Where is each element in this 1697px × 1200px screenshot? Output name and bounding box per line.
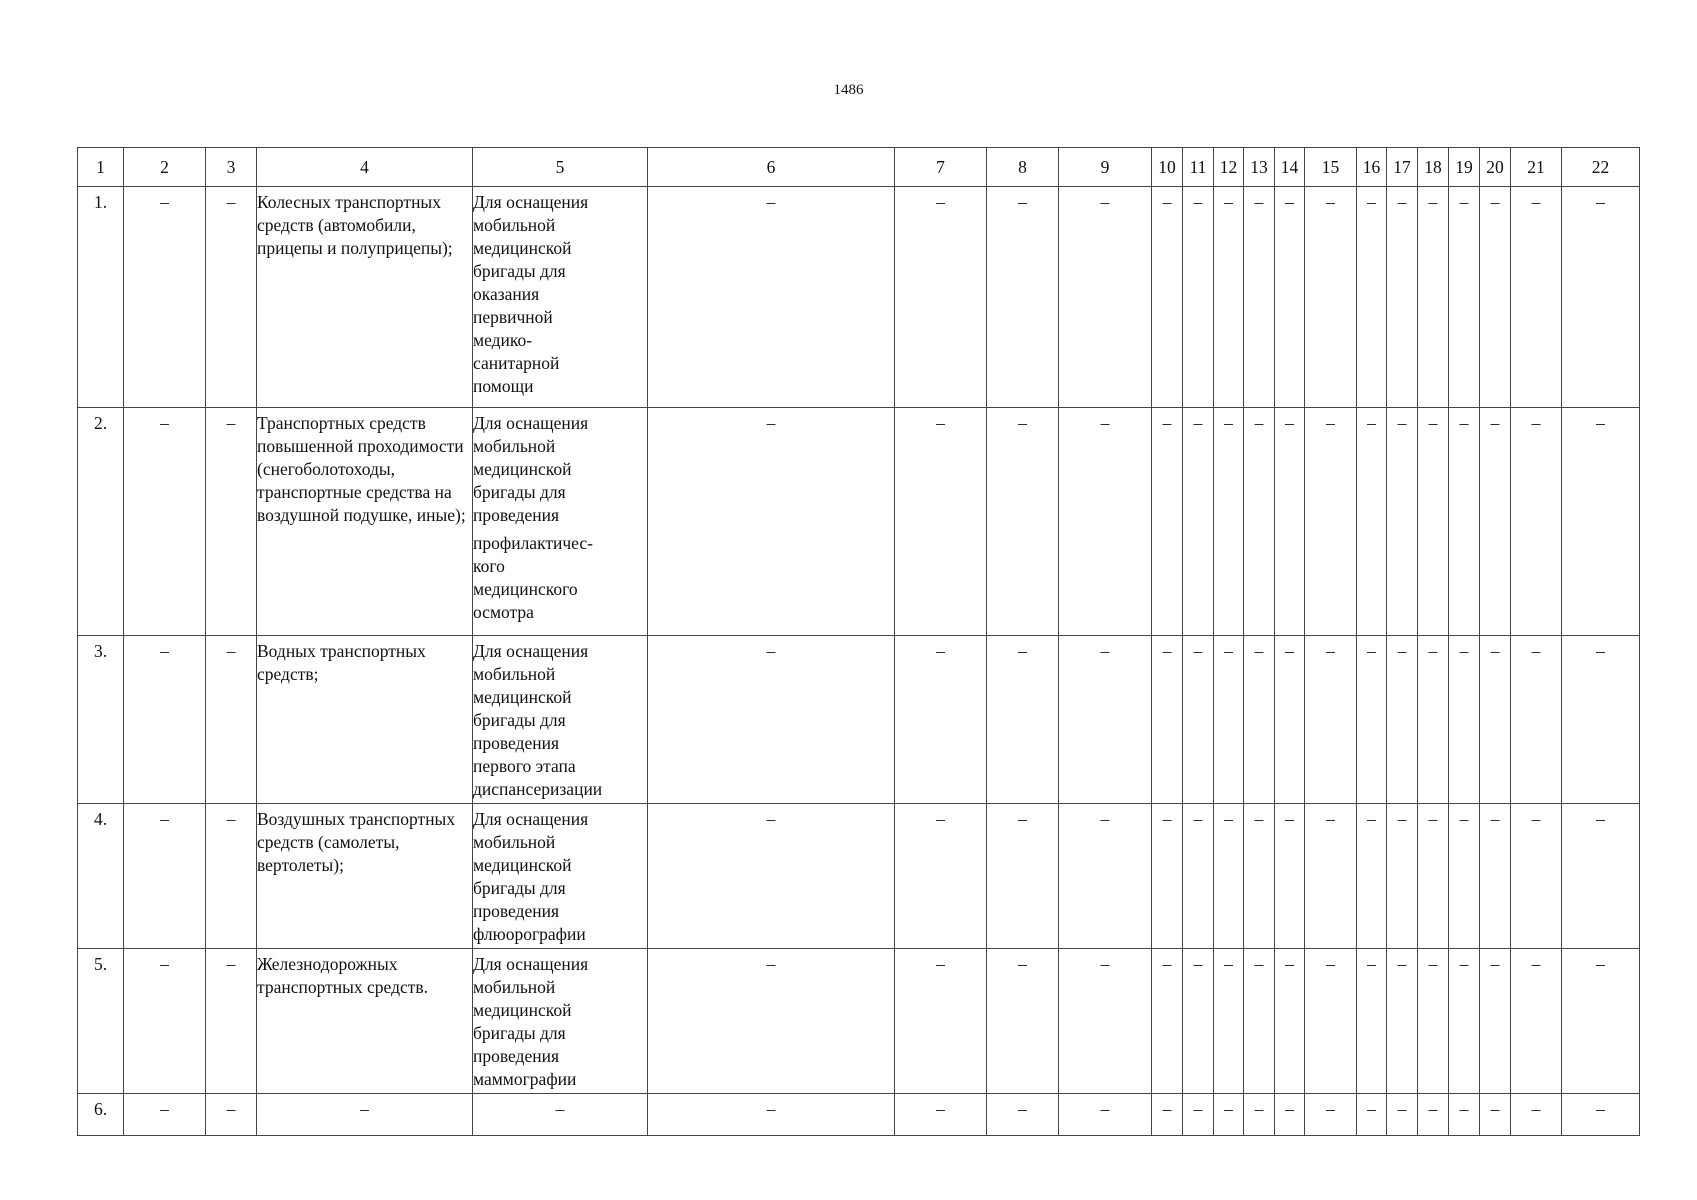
column-header: 5 [473, 148, 648, 187]
purpose-line: профилактичес- [473, 533, 593, 553]
transport-type-cell: Воздушных транспортных средств (самолеты, вертолеты); [257, 804, 473, 949]
purpose-line: Для оснащения [473, 192, 589, 212]
dash-cell: – [648, 408, 895, 636]
dash-cell: – [1305, 949, 1357, 1094]
dash-cell: – [1387, 408, 1418, 636]
dash-cell: – [1152, 187, 1183, 408]
dash-cell: – [1244, 949, 1275, 1094]
purpose-line: медицинской [473, 855, 572, 875]
dash-cell: – [1357, 949, 1387, 1094]
dash-cell: – [1562, 949, 1640, 1094]
purpose-line: мобильной [473, 215, 556, 235]
dash-cell: – [1183, 804, 1214, 949]
column-header: 14 [1275, 148, 1305, 187]
column-header: 7 [895, 148, 987, 187]
dash-cell: – [1244, 636, 1275, 804]
dash-cell: – [1387, 636, 1418, 804]
row-number-cell: 3. [78, 636, 124, 804]
column-header: 13 [1244, 148, 1275, 187]
column-header: 10 [1152, 148, 1183, 187]
dash-cell: – [1387, 1094, 1418, 1136]
dash-cell: – [1357, 408, 1387, 636]
dash-cell: – [1275, 949, 1305, 1094]
purpose-line: бригады для [473, 1023, 566, 1043]
dash-cell: – [1305, 1094, 1357, 1136]
dash-cell: – [1418, 408, 1449, 636]
purpose-cell [473, 804, 648, 949]
purpose-line: – [555, 1099, 565, 1119]
dash-cell: – [124, 804, 206, 949]
dash-cell: – [1387, 187, 1418, 408]
table-body [78, 187, 1640, 1136]
dash-cell: – [206, 187, 257, 408]
column-number-row [78, 148, 1640, 187]
dash-cell: – [1244, 187, 1275, 408]
table-row [78, 804, 1640, 949]
dash-cell: – [124, 949, 206, 1094]
dash-cell: – [206, 636, 257, 804]
purpose-line: мобильной [473, 977, 556, 997]
dash-cell: – [1059, 187, 1152, 408]
column-header: 21 [1511, 148, 1562, 187]
dash-cell: – [1183, 1094, 1214, 1136]
purpose-line: медицинской [473, 238, 572, 258]
purpose-line: медицинского [473, 579, 578, 599]
purpose-line: Для оснащения [473, 809, 589, 829]
purpose-line: мобильной [473, 664, 556, 684]
dash-cell: – [1183, 187, 1214, 408]
dash-cell: – [1275, 636, 1305, 804]
dash-cell: – [1418, 636, 1449, 804]
purpose-line: проведения [473, 901, 560, 921]
dash-cell: – [1305, 408, 1357, 636]
column-header: 12 [1214, 148, 1244, 187]
dash-cell: – [895, 949, 987, 1094]
dash-cell: – [1214, 187, 1244, 408]
dash-cell: – [895, 1094, 987, 1136]
dash-cell: – [1357, 804, 1387, 949]
purpose-line: проведения [473, 505, 560, 525]
dash-cell: – [1275, 1094, 1305, 1136]
purpose-line: флюорографии [473, 924, 586, 944]
dash-cell: – [1305, 804, 1357, 949]
dash-cell: – [1480, 1094, 1511, 1136]
dash-cell: – [1562, 187, 1640, 408]
dash-cell: – [1387, 804, 1418, 949]
row-number-cell: 1. [78, 187, 124, 408]
dash-cell: – [895, 408, 987, 636]
dash-cell: – [1511, 949, 1562, 1094]
dash-cell: – [1305, 187, 1357, 408]
dash-cell: – [987, 408, 1059, 636]
dash-cell: – [1244, 408, 1275, 636]
dash-cell: – [1357, 187, 1387, 408]
dash-cell: – [1418, 1094, 1449, 1136]
dash-cell: – [124, 187, 206, 408]
dash-cell: – [1059, 1094, 1152, 1136]
column-header: 22 [1562, 148, 1640, 187]
dash-cell: – [1059, 408, 1152, 636]
purpose-line: мобильной [473, 436, 556, 456]
dash-cell: – [206, 1094, 257, 1136]
transport-type-cell: Железнодорожных транспортных средств. [257, 949, 473, 1094]
purpose-cell [473, 187, 648, 408]
purpose-line: маммографии [473, 1069, 577, 1089]
dash-cell: – [895, 636, 987, 804]
dash-cell: – [1449, 636, 1480, 804]
dash-cell: – [1244, 1094, 1275, 1136]
dash-cell: – [1214, 636, 1244, 804]
purpose-cell [473, 636, 648, 804]
dash-cell: – [1059, 949, 1152, 1094]
dash-cell: – [1449, 804, 1480, 949]
purpose-line: бригады для [473, 878, 566, 898]
equipment-table [77, 147, 1640, 1136]
column-header: 11 [1183, 148, 1214, 187]
column-header: 8 [987, 148, 1059, 187]
dash-cell: – [206, 408, 257, 636]
dash-cell: – [1511, 408, 1562, 636]
dash-cell: – [124, 408, 206, 636]
dash-cell: – [1152, 408, 1183, 636]
dash-cell: – [1152, 1094, 1183, 1136]
dash-cell: – [206, 804, 257, 949]
transport-type-cell: – [257, 1094, 473, 1136]
dash-cell: – [1562, 408, 1640, 636]
purpose-line: бригады для [473, 482, 566, 502]
purpose-line: осмотра [473, 602, 534, 622]
dash-cell: – [648, 1094, 895, 1136]
dash-cell: – [648, 636, 895, 804]
dash-cell: – [1511, 804, 1562, 949]
purpose-line: диспансеризации [473, 779, 603, 799]
page-number: 1486 [833, 82, 864, 98]
purpose-line: медицинской [473, 459, 572, 479]
transport-type-cell: Колесных транспортных средств (автомобили, прицепы и полуприцепы); [257, 187, 473, 408]
dash-cell: – [1418, 187, 1449, 408]
table-row [78, 949, 1640, 1094]
row-number-cell: 2. [78, 408, 124, 636]
dash-cell: – [1511, 636, 1562, 804]
dash-cell: – [1387, 949, 1418, 1094]
dash-cell: – [1562, 636, 1640, 804]
dash-cell: – [1480, 187, 1511, 408]
purpose-cell [473, 1094, 648, 1136]
purpose-line: кого [473, 556, 505, 576]
dash-cell: – [206, 949, 257, 1094]
dash-cell: – [1152, 949, 1183, 1094]
dash-cell: – [648, 187, 895, 408]
column-header: 4 [257, 148, 473, 187]
dash-cell: – [1059, 804, 1152, 949]
dash-cell: – [1480, 408, 1511, 636]
purpose-line: бригады для [473, 710, 566, 730]
dash-cell: – [987, 1094, 1059, 1136]
dash-cell: – [1449, 949, 1480, 1094]
column-header: 9 [1059, 148, 1152, 187]
purpose-cell [473, 408, 648, 636]
purpose-line: первичной [473, 307, 553, 327]
dash-cell: – [987, 949, 1059, 1094]
dash-cell: – [895, 187, 987, 408]
dash-cell: – [1059, 636, 1152, 804]
table-row [78, 187, 1640, 408]
purpose-line: проведения [473, 1046, 560, 1066]
transport-type-cell: Водных транспортных средств; [257, 636, 473, 804]
dash-cell: – [124, 636, 206, 804]
dash-cell: – [1449, 187, 1480, 408]
purpose-line: проведения [473, 733, 560, 753]
purpose-line: бригады для [473, 261, 566, 281]
purpose-line: медицинской [473, 1000, 572, 1020]
purpose-cell [473, 949, 648, 1094]
dash-cell: – [1275, 804, 1305, 949]
dash-cell: – [1449, 1094, 1480, 1136]
purpose-line: первого этапа [473, 756, 576, 776]
dash-cell: – [1214, 949, 1244, 1094]
dash-cell: – [1214, 408, 1244, 636]
dash-cell: – [1511, 1094, 1562, 1136]
column-header: 6 [648, 148, 895, 187]
dash-cell: – [1480, 804, 1511, 949]
dash-cell: – [1183, 636, 1214, 804]
column-header: 19 [1449, 148, 1480, 187]
dash-cell: – [1275, 408, 1305, 636]
purpose-line: медико- [473, 330, 533, 350]
dash-cell: – [1183, 408, 1214, 636]
column-header: 17 [1387, 148, 1418, 187]
dash-cell: – [1562, 804, 1640, 949]
dash-cell: – [1152, 636, 1183, 804]
column-header: 1 [78, 148, 124, 187]
dash-cell: – [1418, 949, 1449, 1094]
column-header: 20 [1480, 148, 1511, 187]
column-header: 18 [1418, 148, 1449, 187]
column-header: 16 [1357, 148, 1387, 187]
dash-cell: – [1214, 1094, 1244, 1136]
purpose-line: мобильной [473, 832, 556, 852]
dash-cell: – [1305, 636, 1357, 804]
transport-type-cell: Транспортных средств повышенной проходимости (снегоболотоходы, транспортные средства на воздушной подушке, иные); [257, 408, 473, 636]
dash-cell: – [1357, 636, 1387, 804]
purpose-line: Для оснащения [473, 954, 589, 974]
dash-cell: – [1562, 1094, 1640, 1136]
purpose-line: помощи [473, 376, 534, 396]
dash-cell: – [987, 187, 1059, 408]
dash-cell: – [1418, 804, 1449, 949]
purpose-line: Для оснащения [473, 413, 589, 433]
dash-cell: – [1275, 187, 1305, 408]
dash-cell: – [1152, 804, 1183, 949]
dash-cell: – [1214, 804, 1244, 949]
row-number-cell: 4. [78, 804, 124, 949]
table-row [78, 408, 1640, 636]
dash-cell: – [1480, 636, 1511, 804]
purpose-line: Для оснащения [473, 641, 589, 661]
column-header: 15 [1305, 148, 1357, 187]
table-row [78, 1094, 1640, 1136]
column-header: 2 [124, 148, 206, 187]
dash-cell: – [1480, 949, 1511, 1094]
column-header: 3 [206, 148, 257, 187]
dash-cell: – [124, 1094, 206, 1136]
row-number-cell: 6. [78, 1094, 124, 1136]
dash-cell: – [1511, 187, 1562, 408]
dash-cell: – [1449, 408, 1480, 636]
purpose-line: медицинской [473, 687, 572, 707]
dash-cell: – [987, 804, 1059, 949]
purpose-line: санитарной [473, 353, 560, 373]
dash-cell: – [1244, 804, 1275, 949]
dash-cell: – [648, 804, 895, 949]
dash-cell: – [987, 636, 1059, 804]
table-row [78, 636, 1640, 804]
dash-cell: – [648, 949, 895, 1094]
dash-cell: – [1183, 949, 1214, 1094]
dash-cell: – [895, 804, 987, 949]
purpose-line: оказания [473, 284, 540, 304]
dash-cell: – [1357, 1094, 1387, 1136]
row-number-cell: 5. [78, 949, 124, 1094]
